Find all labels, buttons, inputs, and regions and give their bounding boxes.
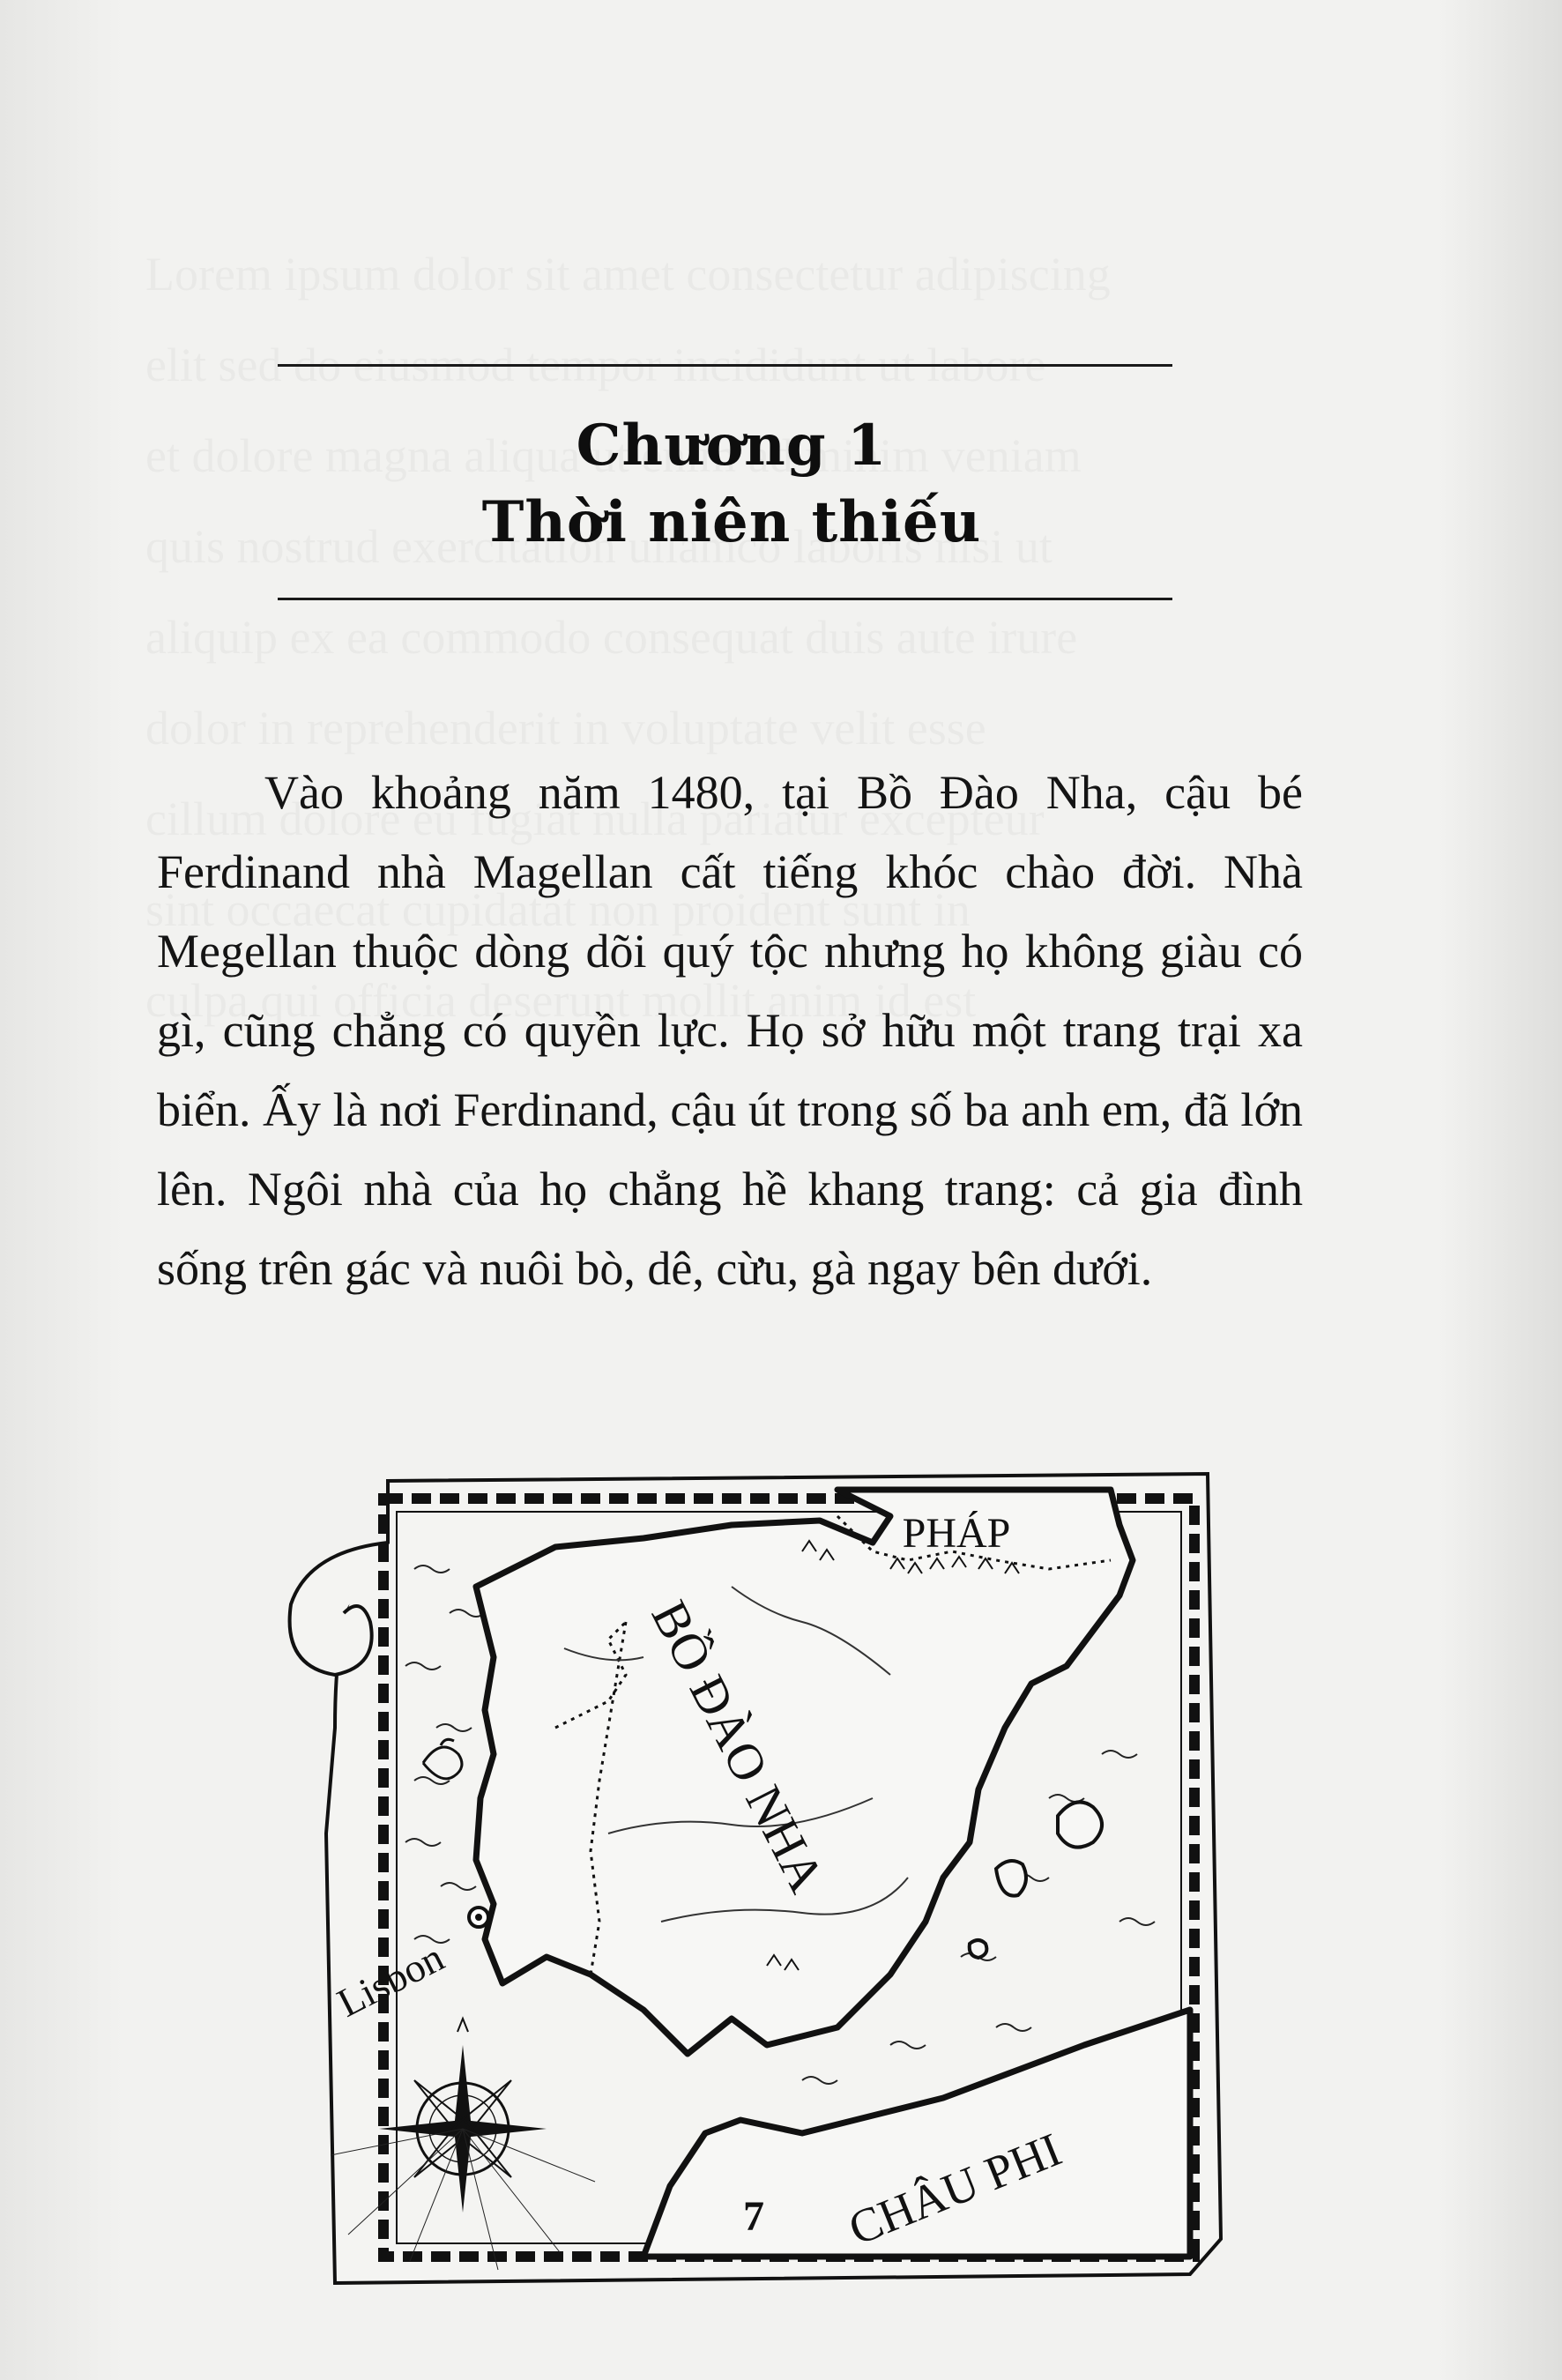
heading-rule-top xyxy=(278,364,1172,367)
page-number: 7 xyxy=(743,2193,764,2240)
iberia-map xyxy=(273,1463,1225,2287)
label-lisbon: Lisbon xyxy=(330,1934,451,2026)
heading-rule-bottom xyxy=(278,598,1172,600)
chapter-label: Chương 1 xyxy=(576,413,888,479)
label-france: PHÁP xyxy=(902,1510,1011,1557)
chapter-title: Thời niên thiếu xyxy=(481,489,982,555)
label-africa: CHÂU PHI xyxy=(841,2123,1069,2256)
label-portugal: BỒ ĐÀO NHA xyxy=(640,1591,837,1901)
body-paragraph: Vào khoảng năm 1480, tại Bồ Đào Nha, cậu bé Ferdinand nhà Magellan cất tiếng khóc chào đời. Nhà Megellan thuộc dòng dõi quý tộc nhưng họ không giàu có gì, cũng chẳng có quyền lực. Họ sở hữu một trang trại xa biển. Ấy là nơi Ferdinand, cậu út trong số ba anh em, đã lớn lên. Ngôi nhà của họ chẳng hề khang trang: cả gia đình sống trên gác và nuôi bò, dê, cừu, gà ngay bên dưới. xyxy=(157,766,1303,1295)
